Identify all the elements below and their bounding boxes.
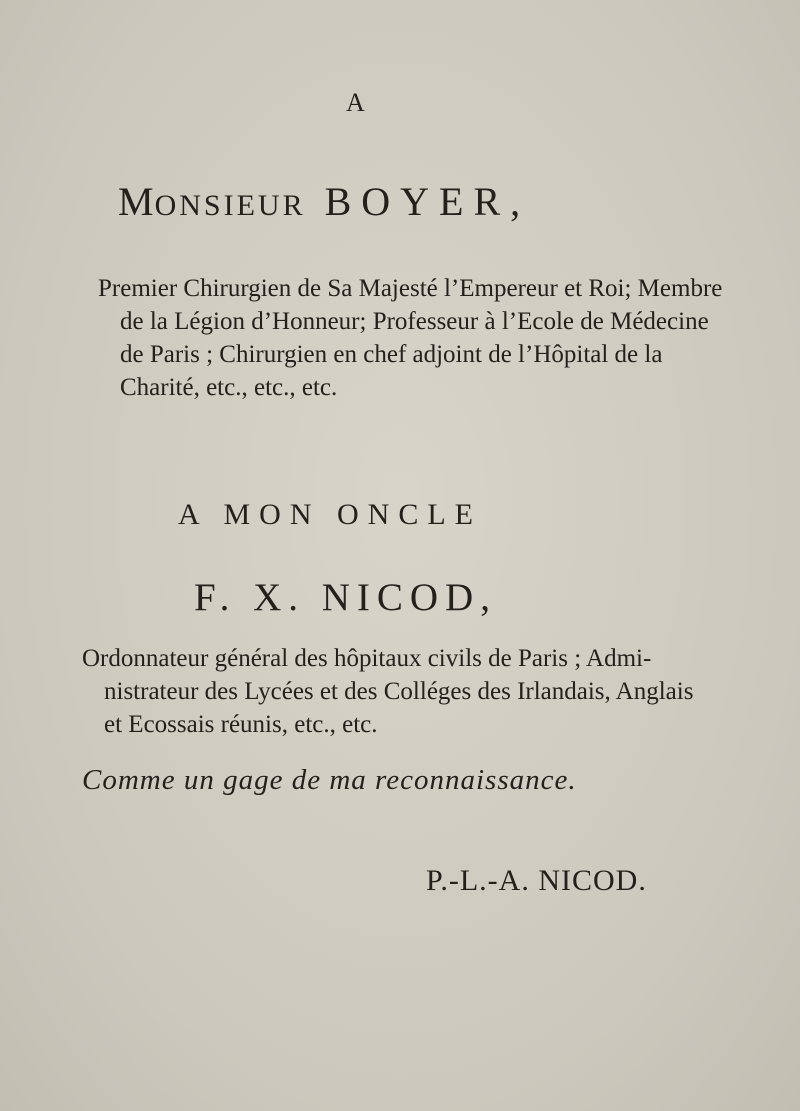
- uncle-titles-line: nistrateur des Lycées et des Colléges des Irlandais, Anglais: [104, 678, 694, 705]
- author-signature: P.-L.-A. NICOD.: [426, 864, 647, 897]
- uncle-titles-line: et Ecossais réunis, etc., etc.: [104, 711, 378, 738]
- dedicatee-name: BOYER,: [324, 179, 531, 224]
- titles-line: Premier Chirurgien de Sa Majesté l’Empereur et Roi; Membre: [98, 275, 723, 302]
- closing-line: Comme un gage de ma reconnaissance.: [82, 764, 577, 796]
- dedication-a-heading: A: [346, 88, 365, 117]
- monsieur-rest: ONSIEUR: [154, 189, 306, 222]
- dedicatee-heading: [118, 178, 530, 225]
- second-dedication-heading: A MON ONCLE: [178, 498, 483, 531]
- titles-line: de la Légion d’Honneur; Professeur à l’Ecole de Médecine: [120, 308, 709, 335]
- uncle-titles-line: Ordonnateur général des hôpitaux civils de Paris ; Admi-: [82, 645, 652, 672]
- uncle-name: F. X. NICOD,: [194, 576, 497, 619]
- titles-line: Charité, etc., etc., etc.: [120, 374, 338, 401]
- monsieur-initial: M: [118, 179, 155, 224]
- titles-line: de Paris ; Chirurgien en chef adjoint de l’Hôpital de la: [120, 341, 663, 368]
- uncle-titles: [82, 642, 722, 741]
- dedicatee-titles: [98, 272, 723, 404]
